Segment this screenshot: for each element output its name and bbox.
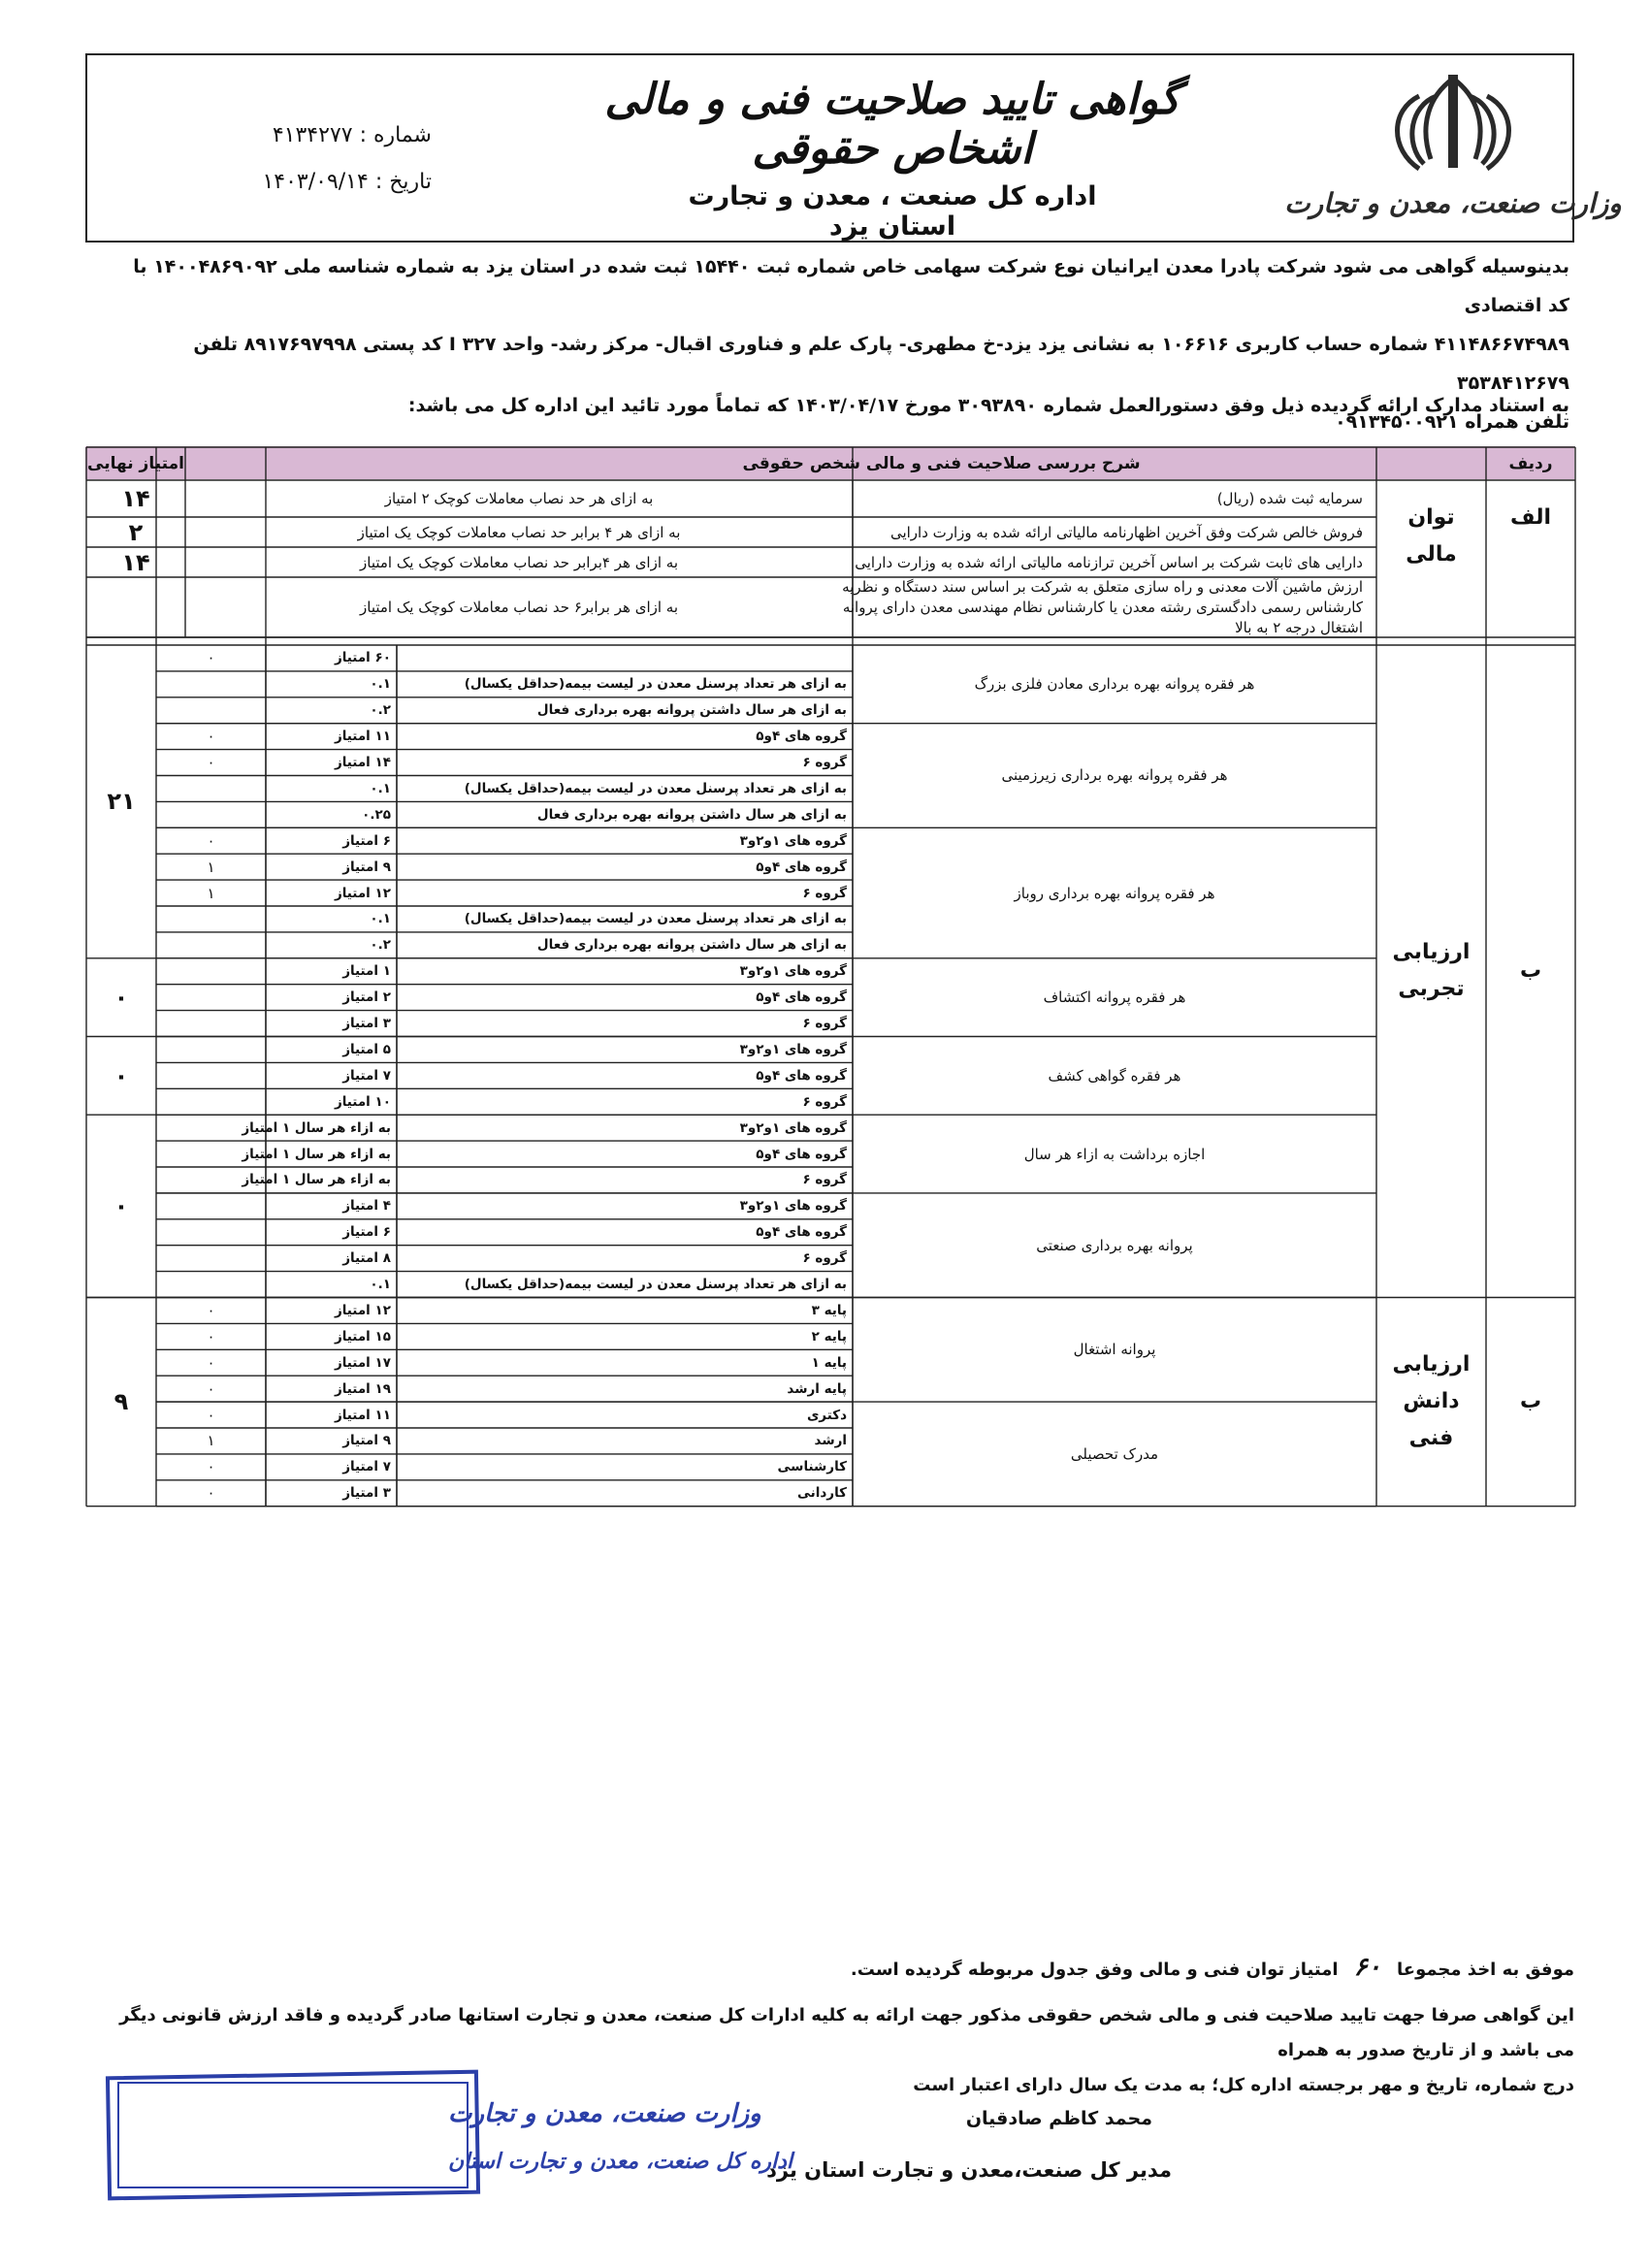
experience-row-points: ۰.۱ xyxy=(370,676,391,693)
date-value: ۱۴۰۳/۰۹/۱۴ xyxy=(262,170,369,194)
experience-row-points: ۰.۲ xyxy=(370,937,391,954)
knowledge-row-points: ۷ امتیاز xyxy=(342,1459,391,1475)
knowledge-group-title: پروانه اشتغال xyxy=(1073,1341,1156,1359)
experience-row-label: به ازای هر تعداد پرسنل معدن در لیست بیمه(حداقل یکسال) xyxy=(464,1277,847,1293)
certificate-page xyxy=(85,53,1622,2199)
experience-row-score: ۰ xyxy=(207,754,215,772)
knowledge-row-score: ۰ xyxy=(207,1484,215,1503)
experience-row-label: به ازای هر سال داشتن پروانه بهره برداری فعال xyxy=(536,702,847,719)
experience-group-title: هر فقره پروانه اکتشاف xyxy=(1043,988,1186,1007)
experience-row-label: به ازای هر تعداد پرسنل معدن در لیست بیمه(حداقل یکسال) xyxy=(464,780,847,796)
validity-note-line-2: درج شماره، تاریخ و مهر برجسته اداره کل؛ به مدت یک سال دارای اعتبار است xyxy=(913,2075,1574,2095)
experience-row-label: گروه های ۱و۲و۳ xyxy=(739,1041,847,1057)
experience-row-label: به ازای هر سال داشتن پروانه بهره برداری فعال xyxy=(536,937,847,954)
financial-item-desc: سرمایه ثبت شده (ریال) xyxy=(1216,490,1363,507)
experience-row-score: ۰ xyxy=(207,728,215,746)
knowledge-row-score: ۱ xyxy=(207,1432,215,1450)
number-label: شماره : xyxy=(359,123,432,147)
experience-row-points: ۳ امتیاز xyxy=(342,1016,391,1032)
financial-item-desc: دارایی های ثابت شرکت بر اساس آخرین ترازنامه مالیاتی ارائه شده به وزارت دارایی xyxy=(855,553,1363,571)
row-label-knowledge: ب xyxy=(1519,1389,1542,1414)
row-label-financial: الف xyxy=(1510,505,1552,530)
knowledge-row-label: ارشد xyxy=(814,1433,847,1449)
experience-row-score xyxy=(156,985,266,1011)
experience-row-score xyxy=(156,1011,266,1037)
total-prefix: موفق به اخذ مجموعا xyxy=(1397,1960,1574,1980)
knowledge-row-label: کاردانی xyxy=(797,1485,847,1502)
total-suffix: امتیاز توان فنی و مالی وفق جدول مربوطه گردیده است. xyxy=(850,1960,1339,1980)
experience-row-points: ۵ امتیاز xyxy=(342,1041,391,1057)
experience-row-points: ۸ امتیاز xyxy=(342,1250,391,1267)
experience-row-points: ۱۱ امتیاز xyxy=(334,729,391,745)
knowledge-row-label: دکتری xyxy=(806,1407,847,1423)
financial-item-rule: به ازای هر برابر۶ حد نصاب معاملات کوچک یک امتیاز xyxy=(360,599,679,616)
experience-row-score: ۰ xyxy=(207,831,215,850)
experience-row-score: ۰ xyxy=(207,649,215,667)
row-label-experience: ب xyxy=(1519,958,1542,984)
experience-row-score xyxy=(156,1193,266,1219)
knowledge-row-label: پایه ارشد xyxy=(787,1380,847,1397)
experience-row-label: گروه ۶ xyxy=(802,885,847,901)
experience-row-label: گروه های ۴و۵ xyxy=(756,1224,847,1241)
experience-row-points: ۰.۱ xyxy=(370,1277,391,1293)
experience-final-score: ۲۱ xyxy=(107,788,136,816)
knowledge-final-score: ۹ xyxy=(113,1388,129,1416)
stamp-line-1: وزارت صنعت، معدن و تجارت xyxy=(448,2099,761,2128)
experience-row-score xyxy=(156,906,266,932)
certificate-date xyxy=(189,170,432,194)
financial-item-desc-line-3: اشتغال درجه ۲ به بالا xyxy=(1235,618,1363,636)
financial-item-desc-line-2: کارشناس رسمی دادگستری رشته معدن یا کارشناس نظام مهندسی معدن دارای پروانه xyxy=(842,598,1363,616)
experience-row-label: گروه های ۴و۵ xyxy=(756,1067,847,1084)
number-value: ۴۱۳۴۲۷۷ xyxy=(272,123,353,147)
knowledge-row-points: ۱۱ امتیاز xyxy=(334,1407,391,1423)
experience-row-score xyxy=(156,1167,266,1193)
department-name: اداره کل صنعت ، معدن و تجارت استان یزد xyxy=(688,181,1097,242)
knowledge-row-points: ۳ امتیاز xyxy=(342,1485,391,1502)
experience-row-points: ۶ امتیاز xyxy=(342,1224,391,1241)
experience-row-points: ۰.۱ xyxy=(370,780,391,796)
experience-row-points: ۱۰ امتیاز xyxy=(334,1093,391,1110)
basis-statement: به استناد مدارک ارائه گردیده ذیل وفق دستورالعمل شماره ۳۰۹۳۸۹۰ مورخ ۱۴۰۳/۰۴/۱۷ که تماماً مورد تائید این اداره کل می باشد: xyxy=(407,395,1569,416)
experience-row-score xyxy=(156,1115,266,1141)
certificate-title: گواهی تایید صلاحیت فنی و مالی اشخاص حقوقی xyxy=(604,75,1180,174)
intro-line-3: تلفن همراه ۰۹۱۳۴۵۰۰۹۲۱ xyxy=(1335,411,1569,433)
experience-group-title: هر فقره گواهی کشف xyxy=(1048,1066,1181,1085)
experience-row-label: گروه ۶ xyxy=(802,1172,847,1188)
knowledge-row-score: ۰ xyxy=(207,1327,215,1345)
experience-row-points: ۶۰ امتیاز xyxy=(334,650,391,666)
date-label: تاریخ : xyxy=(374,170,432,194)
experience-row-score xyxy=(156,776,266,802)
experience-row-score xyxy=(156,697,266,724)
knowledge-row-points: ۱۹ امتیاز xyxy=(334,1380,391,1397)
knowledge-row-points: ۹ امتیاز xyxy=(342,1433,391,1449)
knowledge-row-score: ۰ xyxy=(207,1301,215,1319)
experience-row-label: به ازای هر تعداد پرسنل معدن در لیست بیمه(حداقل یکسال) xyxy=(464,911,847,927)
experience-row-points: به ازاء هر سال ۱ امتیاز xyxy=(242,1119,391,1136)
experience-group-title: هر فقره پروانه بهره برداری روباز xyxy=(1014,884,1215,902)
experience-group-title: هر فقره پروانه بهره برداری زیرزمینی xyxy=(1001,766,1228,785)
experience-row-label: به ازای هر تعداد پرسنل معدن در لیست بیمه(حداقل یکسال) xyxy=(464,676,847,693)
section-experience: ارزیابی تجربی xyxy=(1392,940,1471,1002)
experience-row-score xyxy=(156,671,266,697)
experience-row-points: ۱۲ امتیاز xyxy=(334,885,391,901)
financial-item-score: ۲ xyxy=(128,518,144,546)
financial-item-desc-line-1: ارزش ماشین آلات معدنی و راه سازی متعلق به شرکت بر اساس سند دستگاه و نظریه xyxy=(842,578,1363,597)
experience-final-score: ۰ xyxy=(113,1061,129,1089)
official-stamp-icon xyxy=(89,2061,793,2207)
experience-row-score xyxy=(156,1246,266,1272)
stamp-line-2: اداره کل صنعت، معدن و تجارت استان xyxy=(448,2149,793,2174)
experience-group-title: پروانه بهره برداری صنعتی xyxy=(1036,1236,1193,1254)
knowledge-row-score: ۰ xyxy=(207,1353,215,1372)
experience-row-label: گروه های ۱و۲و۳ xyxy=(739,832,847,849)
experience-row-score xyxy=(156,1141,266,1167)
knowledge-row-score: ۰ xyxy=(207,1406,215,1424)
experience-row-label: گروه های ۱و۲و۳ xyxy=(739,1119,847,1136)
total-score-line xyxy=(85,1953,1574,1982)
experience-row-points: ۰.۲۵ xyxy=(362,806,391,823)
experience-row-score xyxy=(156,801,266,827)
col-header-desc: شرح بررسی صلاحیت فنی و مالی شخص حقوقی xyxy=(742,454,1141,473)
total-value: ۶۰ xyxy=(1353,1953,1381,1982)
experience-row-label: گروه های ۴و۵ xyxy=(756,859,847,875)
signer-title: مدیر کل صنعت،معدن و تجارت استان یزد xyxy=(766,2158,1172,2182)
knowledge-group-title: مدرک تحصیلی xyxy=(1070,1444,1159,1463)
certificate-header xyxy=(85,53,1622,243)
col-header-row: ردیف xyxy=(1508,454,1553,473)
experience-row-label: گروه های ۴و۵ xyxy=(756,1146,847,1162)
experience-row-points: به ازاء هر سال ۱ امتیاز xyxy=(242,1146,391,1162)
section-knowledge: ارزیابی دانش فنی xyxy=(1392,1352,1471,1451)
financial-item-score: ۱۴ xyxy=(121,548,150,576)
experience-row-score xyxy=(156,1062,266,1088)
experience-row-score xyxy=(156,1219,266,1246)
experience-row-label: گروه ۶ xyxy=(802,1016,847,1032)
experience-row-label: گروه های ۱و۲و۳ xyxy=(739,1198,847,1215)
experience-row-label xyxy=(397,645,853,671)
knowledge-row-points: ۱۵ امتیاز xyxy=(334,1328,391,1345)
ministry-logo-text: وزارت صنعت، معدن و تجارت xyxy=(1284,187,1622,219)
financial-item-rule: به ازای هر ۴ برابر حد نصاب معاملات کوچک یک امتیاز xyxy=(357,523,681,541)
knowledge-row-label: پایه ۱ xyxy=(811,1354,847,1371)
financial-item-rule: به ازای هر ۴برابر حد نصاب معاملات کوچک یک امتیاز xyxy=(360,553,678,571)
section-financial: توان مالی xyxy=(1406,505,1457,567)
certificate-number xyxy=(189,123,432,147)
experience-row-points: ۲ امتیاز xyxy=(342,989,391,1006)
financial-item-desc: فروش خالص شرکت وفق آخرین اظهارنامه مالیاتی ارائه شده به وزارت دارایی xyxy=(889,523,1363,541)
experience-row-points: ۱ امتیاز xyxy=(342,963,391,980)
experience-row-points: ۰.۱ xyxy=(370,911,391,927)
experience-row-score: ۱ xyxy=(207,884,215,902)
experience-row-score xyxy=(156,1088,266,1115)
experience-final-score: ۰ xyxy=(113,1192,129,1220)
intro-line-2: ۴۱۱۴۸۶۶۷۴۹۸۹ شماره حساب کاربری ۱۰۶۶۱۶ به نشانی یزد یزد-خ مطهری- پارک علم و فناوری اقبال- مرکز رشد- واحد ۳۲۷ I کد پستی ۸۹۱۷۶۹۷۹۹۸ تلفن ۳۵۳۸۴۱۲۶۷۹ xyxy=(193,334,1569,394)
intro-line-1: بدینوسیله گواهی می شود شرکت پادرا معدن ایرانیان نوع شرکت سهامی خاص شماره ثبت ۱۵۴۴۰ ثبت شده در استان یزد به شماره شناسه ملی ۱۴۰۰۴۸۶۹۰۹۲ با کد اقتصادی xyxy=(133,256,1569,316)
knowledge-row-score: ۰ xyxy=(207,1458,215,1476)
knowledge-row-points: ۱۲ امتیاز xyxy=(334,1302,391,1318)
experience-group-title: هر فقره پروانه بهره برداری معادن فلزی بزرگ xyxy=(974,675,1255,694)
experience-row-score xyxy=(156,932,266,958)
col-header-final: امتیاز نهایی xyxy=(87,454,184,473)
experience-row-points: ۷ امتیاز xyxy=(342,1067,391,1084)
knowledge-row-label: پایه ۲ xyxy=(811,1328,847,1345)
financial-item-score xyxy=(86,577,185,637)
signer-name: محمد کاظم صادقیان xyxy=(965,2108,1152,2129)
financial-item-score: ۱۴ xyxy=(121,485,150,512)
knowledge-row-score: ۰ xyxy=(207,1379,215,1398)
knowledge-row-label: کارشناسی xyxy=(777,1459,847,1475)
experience-row-label: گروه های ۴و۵ xyxy=(756,729,847,745)
knowledge-row-points: ۱۷ امتیاز xyxy=(334,1354,391,1371)
experience-final-score: ۰ xyxy=(113,984,129,1012)
experience-row-label: گروه ۶ xyxy=(802,1250,847,1267)
experience-row-points: ۰.۲ xyxy=(370,702,391,719)
experience-row-points: به ازاء هر سال ۱ امتیاز xyxy=(242,1172,391,1188)
experience-row-label: گروه ۶ xyxy=(802,1093,847,1110)
experience-group-title: اجازه برداشت به ازاء هر سال xyxy=(1023,1145,1206,1163)
experience-row-label: به ازای هر سال داشتن پروانه بهره برداری فعال xyxy=(536,806,847,823)
experience-row-score: ۱ xyxy=(207,858,215,876)
experience-row-points: ۶ امتیاز xyxy=(342,832,391,849)
experience-row-points: ۴ امتیاز xyxy=(342,1198,391,1215)
experience-row-score xyxy=(156,958,266,985)
experience-row-score xyxy=(156,1037,266,1063)
knowledge-row-label: پایه ۳ xyxy=(811,1302,847,1318)
validity-note-line-1: این گواهی صرفا جهت تایید صلاحیت فنی و مالی شخص حقوقی مذکور جهت ارائه به کلیه ادارات کل صنعت، معدن و تجارت استانها صادر گردیده و فاقد ارزش قانونی دیگر می باشد و از تاریخ صدور به همراه xyxy=(119,2005,1574,2060)
experience-row-label: گروه های ۴و۵ xyxy=(756,989,847,1006)
experience-row-label: گروه ۶ xyxy=(802,755,847,771)
experience-row-score xyxy=(156,1272,266,1298)
financial-item-rule: به ازای هر حد نصاب معاملات کوچک ۲ امتیاز xyxy=(384,490,654,507)
experience-row-label: گروه های ۱و۲و۳ xyxy=(739,963,847,980)
experience-row-points: ۱۴ امتیاز xyxy=(334,755,391,771)
ministry-emblem-icon xyxy=(1284,67,1622,232)
experience-row-points: ۹ امتیاز xyxy=(342,859,391,875)
